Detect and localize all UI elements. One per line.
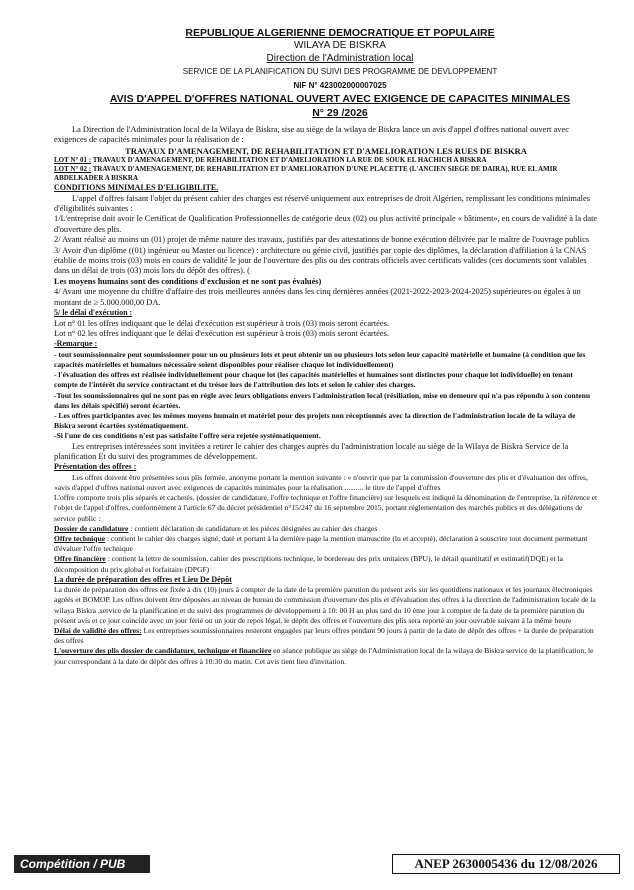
remarque-4: - Les offres participantes avec les mêmes moyens humain et matériel pour des projets non réceptionnés avec la direction de l'administration locale de la wilaya de Biskra seront écartées systématiquement. (54, 410, 576, 431)
presentation-title: Présentation des offres : (54, 462, 137, 472)
ouverture-label: L'ouverture des plis dossier de candidature, technique et financière (54, 646, 272, 656)
duree-text: La durée de préparation des offres est fixée à dix (10) jours à compter de la date de la première parution du présent avis sur les quotidiens nationaux et les journaux électroniques agréés et BOMOP. Les offres doivent être déposées au niveau de bureau de commission d'ouverture des plis et d'évaluation des offres à la direction de l'administration locale de la wilaya Biskra ,service de la planification et du suivi des programmes de développement à 10: 00 H au plus tard du 10 ème jour à compter de la date de la première parution du présent avis et ce jour coïncide avec un jour férié ou un jour de repos légal, le dépôt des offres et l'ouverture des plis sera reporté au jour ouvrable suivant à la même heure (54, 585, 596, 625)
remarque-1: - tout soumissionnaire peut soumissionner pour un ou plusieurs lots et peut obtenir un ou plusieurs lots selon leur capacité matérielle et humaine (à condition que les capacités matérielles et humaines nécessaire soient disponibles pour réaliser chaque lot individuellement) (54, 349, 586, 369)
dossier-candidature (54, 524, 598, 534)
offre-technique-label: Offre technique (54, 533, 106, 543)
header-wilaya: WILAYA DE BISKRA (294, 40, 386, 51)
offre-technique-text: : contient le cahier des charges signé, daté et portant à la dernière page la mention manuscrite (lu et accepté), déclaration à souscrire tout document permettant d'évaluer l'offre technique (54, 533, 588, 554)
project-title: TRAVAUX D'AMENAGEMENT, DE REHABILITATION ET D'AMELIORATION LES RUES DE BISKRA (125, 145, 527, 156)
condition-2: 2/ Avant réalisé au moins un (01) projet de même nature des travaux, justifiés par des attestations de bonne exécution délivrée par le maître de l'ouvrage publics (54, 235, 590, 245)
remarque-5: -Si l'une de ces conditions n'est pas satisfaite l'offre sera rejetée systématiquement. (54, 431, 321, 441)
presentation-1: Les offres doivent être présentées sous plis fermée, anonyme portant la mention suivante : « n'ouvrir que par la commission d'ouverture des plis et d'évaluation des offres, «avis d'appel d'offres national ouvert avec exigences de capacités minimales pour la réalisation .......... le titre de l'appel d'offres (54, 472, 588, 492)
header-avis-title: AVIS D'APPEL D'OFFRES NATIONAL OUVERT AVEC EXIGENCE DE CAPACITES MINIMALES (109, 93, 571, 105)
condition-1: 1/L'entreprise doit avoir le Certificat de Qualification Professionnelles de catégorie deux (02) ou plus activité principale « bâtiment», en cours de validité à la date d'ouverture des plis. (54, 214, 598, 234)
header-numero: N° 29 /2026 (312, 107, 368, 119)
duree-title: La durée de préparation des offres et Lieu De Dépôt (54, 574, 232, 584)
delai-title: 5/ le délai d'exécution : (54, 308, 133, 318)
condition-3: 3/ Avoir d'un diplôme ((01) ingénieur ou Master ou licence) : architecture ou génie civil, justifiés par copie des diplômes, la déclaration d'affiliation à la CNAS établie de moins trois (03) mois en cours de validité le jour de l'ouverture des plis ou des contrats officiels avec certificats valides (ces documents sont valables dans un délai de trois (03) mois lors du dépôt des offres). ( (54, 245, 587, 276)
header-direction: Direction de l'Administration local (266, 53, 414, 64)
header-republic: REPUBLIQUE ALGERIENNE DEMOCRATIQUE ET POPULAIRE (185, 27, 495, 39)
lot-1-label: LOT N° 01 : (54, 156, 92, 165)
announcement-body (54, 125, 598, 667)
ouverture (54, 646, 598, 666)
validite-label: Délai de validité des offres: (54, 626, 142, 636)
validite-text: Les entreprises soumissionnaires resteront engagées par leurs offres pendant 90 jours à partir de la date de dépôt des offres + la durée de préparation des offres (54, 626, 594, 646)
dossier-candidature-label: Dossier de candidature (54, 523, 129, 533)
footer-competition-tag: Compétition / PUB (14, 855, 150, 873)
footer-anep-reference: ANEP 2630005436 du 12/08/2026 (392, 854, 620, 874)
remarque-2: - l'évaluation des offres est réalisée individuellement pour chaque lot (les capacités matérielles et humaines sont distinctes pour chaque lot individuelle) en tenant compte de l'intérêt du service contractant et du trésor lors de l'attribution des lots et selon le cahier des charges. (54, 370, 573, 390)
conditions-intro: L'appel d'offres faisant l'objet du présent cahier des charges est réservé uniquement aux entreprises de droit Algérien, remplissant les conditions minimales d'éligibilités suivantes : (54, 193, 590, 214)
lot-1 (54, 156, 598, 165)
presentation-2: L'offre comporte trois plis séparés et cachetés. (dossier de candidature, l'offre technique et l'offre financière) sur lesquels est indiqué la dénomination de l'entreprise, la référence et l'objet de l'appel d'offres, conformément à l'article 67 du décret présidentiel n°15/247 du 16 septembre 2015, portant réglementation des marchés publics et des délégations de service public : (54, 493, 598, 523)
offre-financiere (54, 554, 598, 574)
offre-technique (54, 534, 598, 554)
validite (54, 626, 598, 646)
lot-2 (54, 165, 598, 183)
retrait-paragraph: Les entreprises intéressées sont invitées a retirer le cahier des charges auprès du l'administration locale au siège de la Wilaya de Biskra Service de la planification Et du suivi des programmes de développement. (54, 441, 569, 461)
lot-2-label: LOT N° 02 : (54, 165, 92, 174)
header-service: SERVICE DE LA PLANIFICATION DU SUIVI DES PROGRAMME DE DEVLOPPEMENT (182, 67, 498, 76)
intro-paragraph: La Direction de l'Administration local de la Wilaya de Biskra, sise au siège de la wilaya de Biskra lance un avis d'appel d'offres national ouvert avec exigences de capacités minimales pour la réalisation de : (54, 125, 569, 145)
conditions-title: CONDITIONS MINIMALES D'ELIGIBILITE. (54, 183, 219, 193)
offre-financiere-text: : contient la lettre de soumission, cahier des prescriptions technique, le bordereau des prix unitaires (BPU), le détail quantitatif et estimatif(DQE) et la décomposition du prix global et forfaitaire (DPGF) (54, 554, 563, 574)
condition-3-note: Les moyens humains sont des conditions d'exclusion et ne sont pas évalués) (54, 276, 322, 286)
delai-lot-1: Lot n° 01 les offres indiquant que le délai d'exécution est supérieur à trois (03) mois seront écartées. (54, 318, 389, 328)
condition-4: 4/ Avant une moyenne du chiffre d'affaire des trois meilleures années dans les cinq dernières années (2021-2022-2023-2024-2025) supérieures ou égales à un montant de ≥ 5.000.000,00 DA. (54, 287, 581, 307)
offre-financiere-label: Offre financière (54, 554, 106, 564)
header-nif: NIF N° 423002000007025 (293, 81, 387, 90)
delai-lot-2: Lot n° 02 les offres indiquant que le délai d'exécution est supérieur à trois (03) mois seront écartées. (54, 328, 389, 338)
ouverture-text: en séance publique au siège de l'Administration local de la wilaya de Biskra service de la planification, le jour correspondant à la date de dépôt des offres à 10:30 du matin. Cet avis tient lieu d'invitation. (54, 646, 594, 666)
lot-2-text: TRAVAUX D'AMENAGEMENT, DE REHABILITATION ET D'AMELIORATION D'UNE PLACETTE (L'ANCIEN SIEGE DE DAIRA), RUE EL AMIR ABDELKADER A BISKRA (54, 165, 558, 183)
dossier-candidature-text: : contient déclaration de candidature et les pièces désignées au cahier des charges (130, 523, 378, 533)
remarque-3: -Tout les soumissionnaires qui ne sont pas en règle avec leurs obligations envers l'administration local (résiliation, mise en demeure qui n'a pas répondu à son contenu dans les délais spécifié) seront écartées. (54, 390, 591, 410)
lot-1-text: TRAVAUX D'AMENAGEMENT, DE REHABILITATION ET D'AMELIORATION LA RUE DE SOUK EL HACHICH A BISKRA (92, 156, 487, 165)
remarque-title: -Remarque : (54, 339, 98, 349)
